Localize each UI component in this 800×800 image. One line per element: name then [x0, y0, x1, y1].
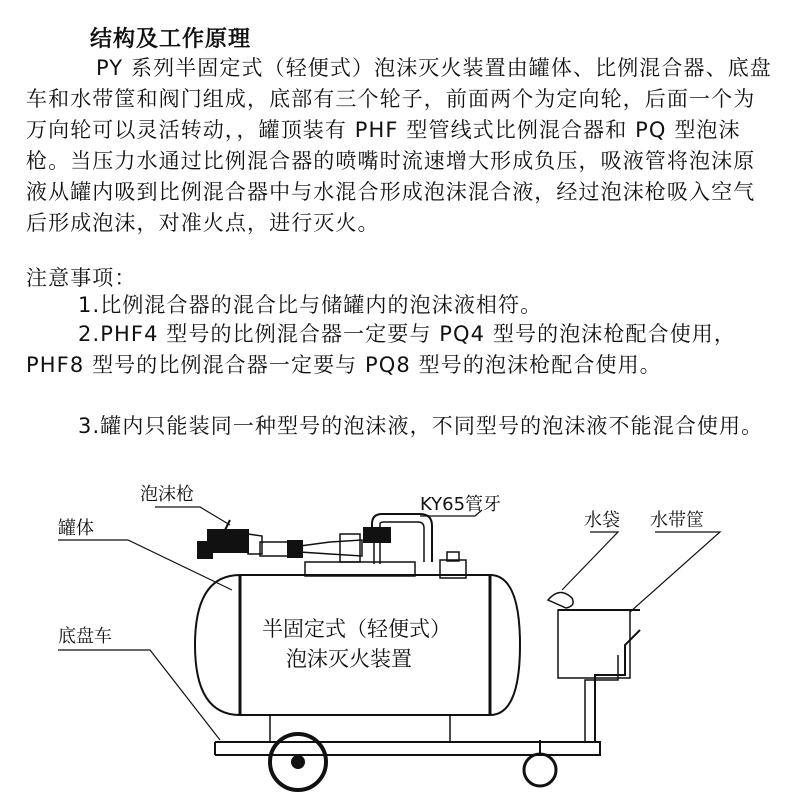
note-item-2: 2.PHF4 型号的比例混合器一定要与 PQ4 型号的泡沫枪配合使用，PHF8 型号的比例混合器一定要与 PQ8 型号的泡沫枪配合使用。	[26, 322, 737, 377]
notes-heading: 注意事项：	[26, 266, 137, 290]
proportional-mixer	[300, 540, 362, 556]
leader-foam-gun	[155, 507, 230, 525]
tank-body	[195, 575, 520, 715]
label-device-name-1: 半固定式（轻便式）	[262, 617, 451, 641]
leader-hose-basket	[630, 532, 720, 612]
note-item-3: 3.罐内只能装同一种型号的泡沫液，不同型号的泡沫液不能混合使用。	[78, 414, 764, 438]
intro-paragraph: PY 系列半固定式（轻便式）泡沫灭火装置由罐体、比例混合器、底盘车和水带筐和阀门组成，底部有三个轮子，前面两个为定向轮，后面一个为万向轮可以灵活转动，，罐顶装有 PHF 型管线式比例混合器和 PQ 型泡沫枪。当压力水通过比例混合器的喷嘴时流速增大形成负压，吸液管将泡沫原液从罐内吸到比例混合器中与水混合形成泡沫混合液，经过泡沫枪吸入空气后形成泡沫，对准火点，进行灭火。	[26, 56, 772, 235]
label-tank: 罐体	[58, 518, 94, 539]
rear-frame	[595, 630, 640, 742]
label-hose-basket: 水带筐	[650, 510, 704, 531]
rear-caster-wheel	[524, 754, 556, 786]
label-foam-gun: 泡沫枪	[140, 484, 194, 505]
label-chassis: 底盘车	[58, 626, 112, 647]
water-bag-shape	[548, 592, 573, 608]
hose-basket-shape	[558, 610, 630, 678]
leader-water-bag	[562, 532, 618, 590]
note-item-1: 1.比例混合器的混合比与储罐内的泡沫液相符。	[78, 293, 543, 317]
equipment-diagram	[0, 470, 800, 800]
label-coupling: KY65管牙	[420, 494, 502, 515]
ky65-coupling	[364, 528, 390, 542]
foam-gun-shape	[198, 520, 262, 558]
label-device-name-2: 泡沫灭火装置	[286, 647, 412, 671]
section-heading: 结构及工作原理	[90, 27, 252, 52]
tank-top-base	[305, 562, 415, 576]
label-water-bag: 水袋	[584, 510, 620, 531]
